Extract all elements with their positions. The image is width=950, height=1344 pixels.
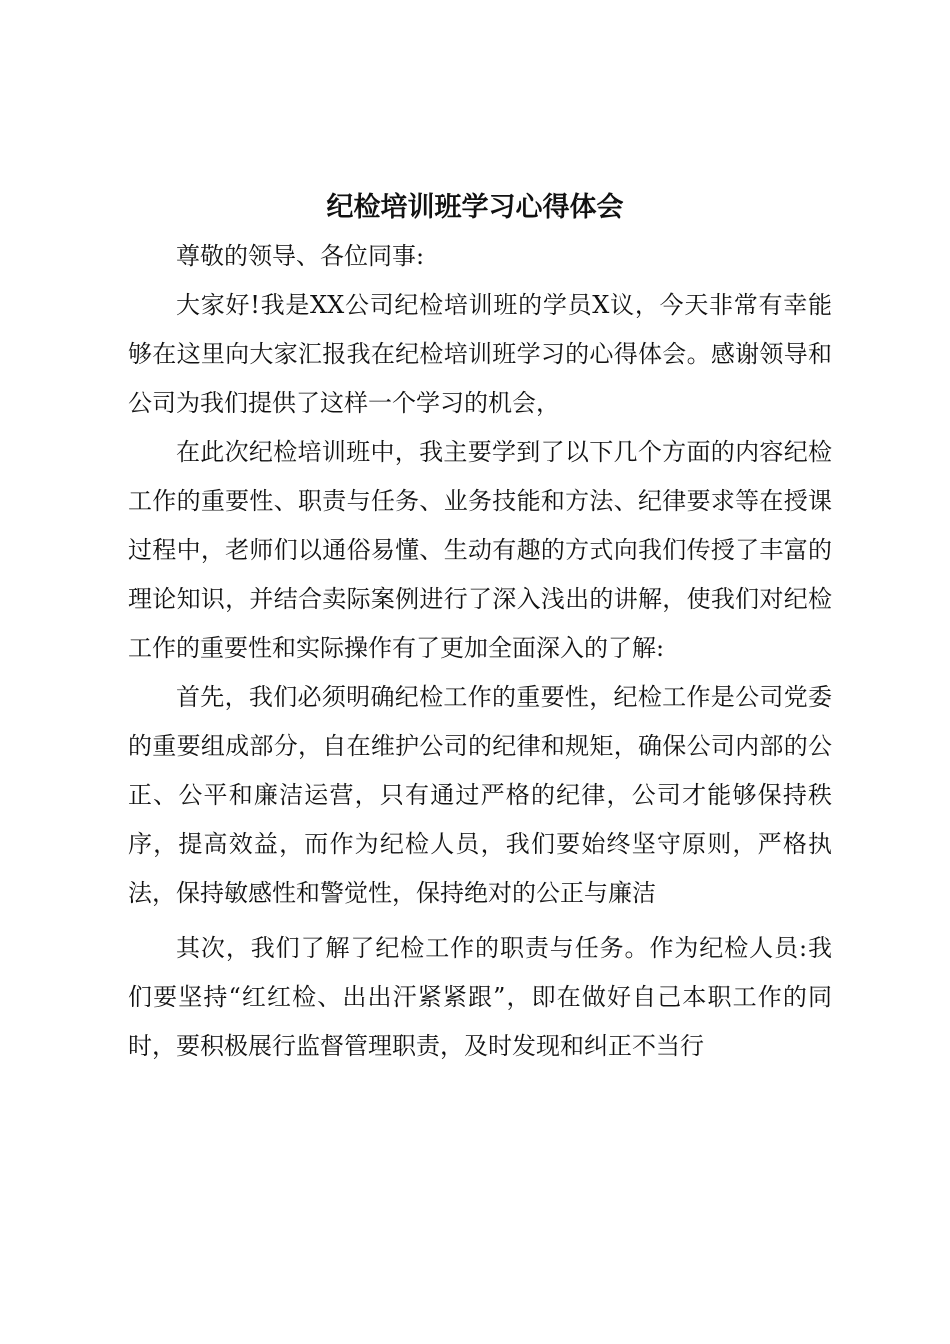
salutation-paragraph: 尊敬的领导、各位同事: bbox=[176, 242, 425, 270]
first-point-paragraph: 首先，我们必须明确纪检工作的重要性，纪检工作是公司党委的重要组成部分，自在维护公司的纪律和规矩，确保公司内部的公正、公平和廉洁运营，只有通过严格的纪律，公司才能够保持秩序，提高效益，而作为纪检人员，我们要始终坚守原则，严格执法，保持敏感性和警觉性，保持绝对的公正与廉洁 bbox=[128, 683, 832, 907]
content-paragraph: 在此次纪检培训班中，我主要学到了以下几个方面的内容纪检工作的重要性、职责与任务、业务技能和方法、纪律要求等在授课过程中，老师们以通俗易懂、生动有趣的方式向我们传授了丰富的理论知识，并结合卖际案例进行了深入浅出的讲解，使我们对纪检工作的重要性和实际操作有了更加全面深入的了解: bbox=[128, 438, 832, 662]
document-body bbox=[128, 232, 832, 1071]
document-title: 纪检培训班学习心得体会 bbox=[326, 192, 624, 223]
second-point-paragraph: 其次，我们了解了纪检工作的职责与任务。作为纪检人员:我们要坚持“红红检、出出汗紧紧跟”，即在做好自己本职工作的同时，要积极展行监督管理职责，及时发现和纠正不当行 bbox=[128, 934, 832, 1060]
intro-paragraph: 大家好!我是XX公司纪检培训班的学员X议，今天非常有幸能够在这里向大家汇报我在纪检培训班学习的心得体会。感谢领导和公司为我们提供了这样一个学习的机会， bbox=[128, 291, 832, 417]
